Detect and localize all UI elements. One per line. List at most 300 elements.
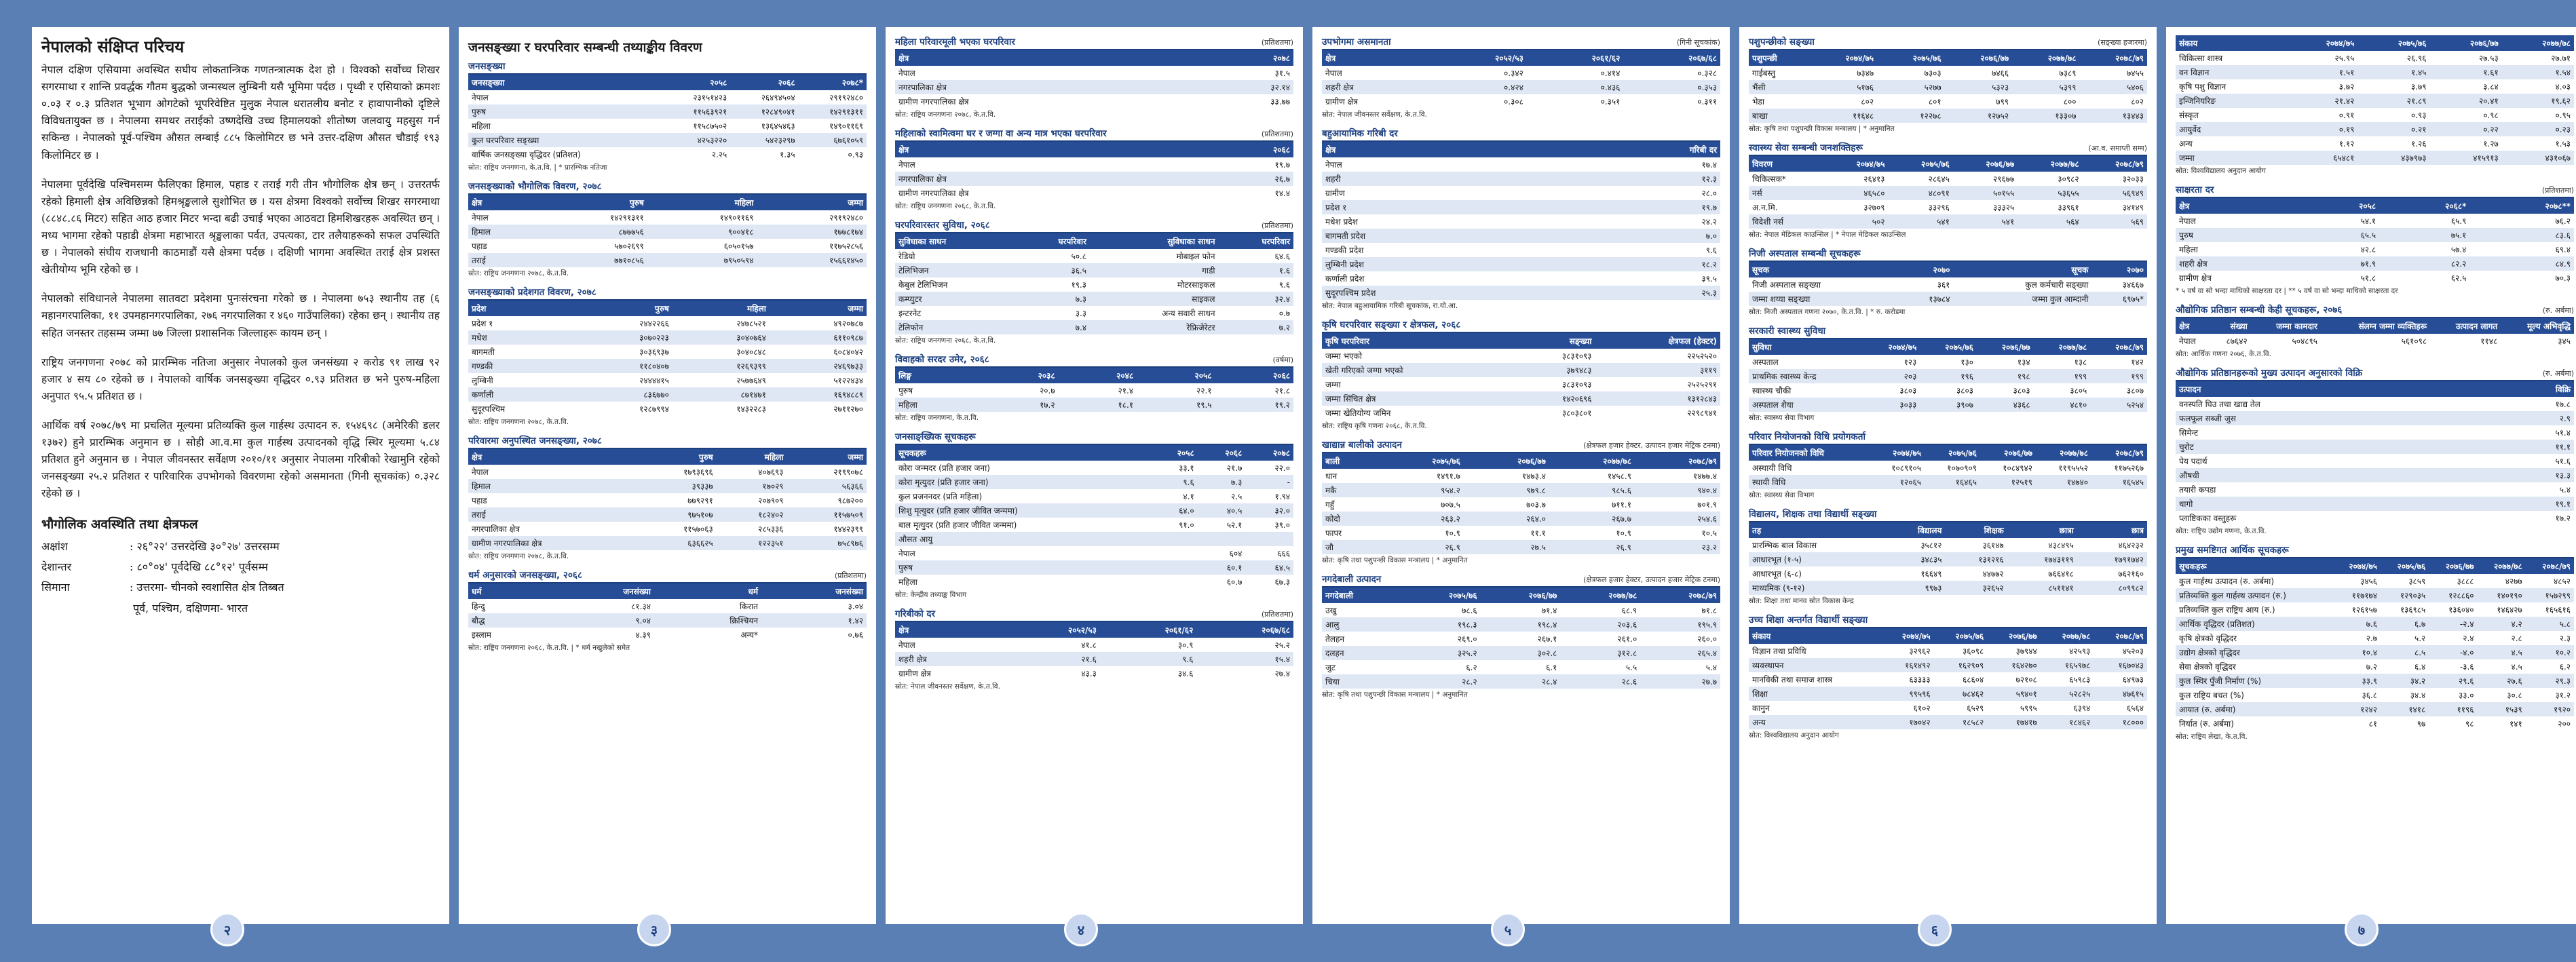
table-cell: संस्कृत [2176, 108, 2286, 122]
table-source: स्रोत: शिक्षा तथा मानव स्रोत विकास केन्द्र [1749, 597, 1854, 605]
table-cell: ३४.६ [1100, 666, 1197, 680]
table-cell: ५७.४ [2379, 242, 2469, 256]
column-header: क्षेत्र [895, 50, 1192, 66]
table-cell: ४३.३ [1003, 666, 1100, 680]
population-tables [468, 60, 867, 654]
table-cell: २०३.६ [1560, 617, 1640, 632]
table-row [895, 66, 1293, 80]
table-cell: ३०७०२२३ [575, 330, 673, 345]
table-cell: २७.४ [1196, 666, 1293, 680]
table-cell: ११५८७५०२ [662, 119, 730, 133]
table-row [1749, 658, 2147, 672]
table-source: स्रोत: नेपाल जीवनस्तर सर्वेक्षण, के.त.वि. [895, 682, 1000, 691]
table-cell: ४३६८ [1977, 398, 2034, 412]
table-header-bar [1749, 324, 2147, 339]
table-cell: २.८ [2478, 631, 2526, 645]
table-cell: २५.२ [1196, 638, 1293, 652]
table-cell: कम्प्युटर [895, 292, 1015, 306]
table-cell: हिमाल [468, 479, 637, 493]
table-cell: ६.२ [1401, 660, 1481, 674]
table-cell: ७९९ [1945, 94, 2012, 109]
table-row [1322, 526, 1720, 540]
table-cell: ९.०४ [549, 613, 654, 628]
column-header: जम्मा [757, 195, 867, 210]
column-header: उत्पादन [2176, 381, 2494, 397]
table-cell: ५४१ [1888, 214, 1952, 229]
table-cell: ८२.२ [2379, 256, 2469, 271]
table-cell: ७०७.५ [1378, 497, 1464, 512]
table-row [2176, 151, 2574, 165]
table-cell: ३०३३ [1863, 398, 1920, 412]
table-cell: १०.५ [1635, 526, 1720, 540]
table-cell: ७.६ [2332, 617, 2381, 631]
stat-table [1322, 50, 1720, 109]
table-cell: ११५७०६३ [637, 522, 716, 536]
column-header: २०७८** [2469, 198, 2574, 214]
column-header: जम्मा कामदार [2251, 318, 2321, 334]
table-cell: ६५२९ [1934, 701, 1988, 715]
stat-table-block [1322, 318, 1720, 432]
table-header-bar [468, 180, 867, 195]
table-cell: प्रदेश १ [468, 316, 575, 330]
table-cell: नेपाल [895, 157, 1200, 172]
table-cell: ५२.१ [1198, 518, 1246, 532]
column-header: २०७७/७८ [2478, 558, 2526, 574]
table-row [1322, 483, 1720, 497]
table-cell: ८३.६ [2469, 228, 2574, 242]
table-row [1749, 109, 2147, 123]
table-title: पशुपन्छीको सङ्ख्या [1749, 37, 1815, 47]
column-header: २०७८* [799, 75, 867, 90]
stat-table [1322, 588, 1720, 689]
table-cell: ७४६६ [1945, 66, 2012, 80]
table-row [1322, 214, 1720, 229]
table-cell: इस्लाम [468, 628, 549, 642]
table-header-row [895, 142, 1293, 157]
table-row [2176, 334, 2574, 348]
table-cell: १६१४९२ [1880, 658, 1934, 672]
column-header: २०७८/७९ [1640, 588, 1720, 603]
table-cell: ३३.७७ [1192, 94, 1293, 109]
table-header-row [1322, 333, 1720, 349]
table-cell: खेती गरिएको जग्गा भएको [1322, 363, 1513, 377]
table-row [2176, 482, 2574, 497]
geo-value: : २६°२२' उत्तरदेखि ३०°२७' उत्तरसम्म [130, 539, 280, 553]
table-row [1749, 292, 2147, 306]
table-cell: १४२९१३११ [799, 104, 867, 119]
table-cell: ७३४७ [1810, 66, 1877, 80]
table-cell: ९७९.८ [1464, 483, 1549, 497]
table-cell: ०.१९ [2286, 122, 2357, 136]
geo-list [41, 537, 440, 619]
table-row [895, 461, 1293, 475]
table-cell: २२.१ [1137, 383, 1215, 398]
table-cell: १४३२२८३ [673, 402, 770, 416]
table-cell: १७७८१७४ [757, 225, 867, 239]
table-row [1749, 172, 2147, 186]
table-cell [1198, 532, 1246, 546]
table-row [2176, 688, 2574, 702]
stat-table [1322, 333, 1720, 420]
stat-table-block [895, 127, 1293, 212]
table-cell: ६११०९८७ [770, 330, 867, 345]
table-cell: ५०.८ [1015, 249, 1090, 263]
table-cell: ६८६०४ [1934, 672, 1988, 687]
table-cell: पहाड [468, 239, 537, 253]
table-cell: ३८३१०९३ [1513, 349, 1595, 363]
table-cell: ७८.६ [1401, 603, 1481, 617]
table-row [2176, 617, 2574, 631]
table-cell: ६४.५ [1245, 560, 1293, 575]
table-cell: ५३९९ [2012, 80, 2079, 94]
table-source: स्रोत: राष्ट्रिय लेखा, के.त.वि. [2176, 733, 2248, 741]
table-cell: पेय पदार्थ [2176, 454, 2494, 468]
table-cell: ४३७९७३ [2357, 151, 2429, 165]
table-cell: ३.७२ [2286, 79, 2357, 94]
page-number: ५ [1491, 912, 1525, 946]
table-source: स्रोत: राष्ट्रिय जनगणना २०७८, के.त.वि. [468, 269, 569, 277]
table-cell: ५४१ [1953, 214, 2018, 229]
agriculture-tables [1322, 35, 1720, 701]
table-cell: ३१.२ [2526, 688, 2574, 702]
table-cell: ११६४८ [1810, 109, 1877, 123]
table-cell: कानुन [1749, 701, 1880, 715]
table-cell: नेपाल [1322, 66, 1430, 80]
table-header-bar [468, 60, 867, 75]
table-row [2176, 271, 2574, 285]
table-cell: १८००० [2094, 715, 2147, 729]
table-cell: ४०७६९३ [717, 465, 787, 479]
table-cell: ३८०३ [1863, 383, 1920, 398]
table-cell: पहाड [468, 493, 637, 507]
table-row [895, 666, 1293, 680]
table-cell: पुरुष [468, 104, 662, 119]
table-title: धर्म अनुसारको जनसङ्ख्या, २०६८ [468, 570, 582, 581]
column-header: क्षेत्र [2176, 318, 2210, 334]
table-cell: १३८ [2034, 355, 2091, 369]
table-cell: ११.१ [2494, 440, 2574, 454]
column-header: २०७४/७५ [2332, 558, 2381, 574]
column-header: २०७६/७७ [2430, 35, 2502, 51]
table-cell: भेडा [1749, 94, 1810, 109]
table-cell: ११५६३९२१ [662, 104, 730, 119]
column-header: महिला [673, 301, 770, 316]
column-header: २०७६/७७ [1987, 628, 2041, 644]
table-cell: १२३ [1863, 355, 1920, 369]
table-row [895, 249, 1293, 263]
table-cell: नेपाल [468, 465, 637, 479]
table-row [2176, 79, 2574, 94]
table-cell: ८०२ [1810, 94, 1877, 109]
table-cell: ७०३.७ [1464, 497, 1549, 512]
table-cell: २७.६ [2478, 674, 2526, 688]
table-cell: २.५ [1198, 489, 1246, 503]
table-cell: मानविकी तथा समाज शास्त्र [1749, 672, 1880, 687]
stat-table [895, 233, 1293, 334]
table-cell: चिकित्सा शास्त्र [2176, 51, 2286, 65]
column-header: २०५२/५३ [1003, 622, 1100, 638]
table-cell: ६५.९ [2379, 214, 2469, 228]
column-header: २०७५/७६ [1378, 453, 1464, 469]
column-header: २०७८/७९ [2083, 156, 2147, 172]
table-header-row [895, 368, 1293, 383]
table-header-bar [895, 35, 1293, 50]
table-cell: कोदो [1322, 512, 1378, 526]
table-cell: शहरी क्षेत्र [2176, 256, 2303, 271]
table-cell: १९.७ [1572, 200, 1720, 214]
column-header: २०७६/७७ [1481, 588, 1561, 603]
table-cell: १४१८ [2381, 702, 2429, 716]
column-header: २०७० [2091, 262, 2147, 277]
table-cell: ३०.९ [1100, 638, 1197, 652]
table-cell: ९१.० [1150, 518, 1198, 532]
table-source: स्रोत: नेपाल बहुआयामिक गरिबी सूचकांक, रा.यो.आ. [1322, 302, 1458, 310]
table-title: महिला परिवारमूली भएका घरपरिवार [895, 37, 1015, 47]
column-header: महिला [717, 449, 787, 465]
table-row [468, 330, 867, 345]
table-cell: ६.४ [2381, 659, 2429, 674]
table-cell: १४२९१३११ [537, 210, 647, 225]
page-number: ७ [2345, 912, 2379, 946]
table-cell: माध्यमिक (९-१२) [1749, 581, 1886, 595]
table-row [468, 628, 867, 642]
table-row [895, 398, 1293, 412]
stat-table [2176, 558, 2574, 731]
table-row [468, 119, 867, 133]
table-cell: २९.६ [2429, 674, 2477, 688]
table-row [1322, 497, 1720, 512]
table-cell: महिला [468, 119, 662, 133]
table-cell: १३.३ [2494, 468, 2574, 482]
table-cell: ७.२ [1219, 320, 1293, 334]
column-header: २०७८ [1245, 445, 1293, 461]
table-cell: ५१.६ [2494, 454, 2574, 468]
table-row [1322, 660, 1720, 674]
table-cell: इन्जिनियरिङ [2176, 94, 2286, 108]
table-cell: १९६ [1920, 369, 1977, 383]
table-cell: कोरा मृत्युदर (प्रति हजार जना) [895, 475, 1150, 489]
table-cell: धान [1322, 469, 1378, 483]
table-row [468, 239, 867, 253]
table-cell: ३११९ [1595, 363, 1720, 377]
table-cell: जम्मा खेतियोग्य जमिन [1322, 406, 1513, 420]
column-header: २०७८/७९ [2090, 339, 2147, 355]
table-header-bar [1749, 613, 2147, 628]
table-cell: ७७९२९१ [637, 493, 716, 507]
column-header: २०७४/७५ [1810, 50, 1877, 66]
table-cell: जम्मा सिंचित क्षेत्र [1322, 391, 1513, 406]
column-header: सूचकहरू [895, 445, 1150, 461]
table-title: गरिबीको दर [895, 609, 936, 619]
geo-key: अक्षांश [41, 539, 68, 553]
column-header: २०७७/७८ [2036, 445, 2091, 461]
table-header-bar [895, 127, 1293, 142]
table-cell: ३८०५ [2034, 383, 2091, 398]
table-row [895, 575, 1293, 589]
stat-table [895, 368, 1293, 412]
table-row [895, 292, 1293, 306]
table-header-row [1322, 142, 1720, 157]
table-source: स्रोत: राष्ट्रिय जनगणना, के.त.वि. [895, 414, 979, 422]
table-cell: १४७३.४ [1464, 469, 1549, 483]
table-row [468, 493, 867, 507]
table-cell: टेलिफोन [895, 320, 1015, 334]
column-header: क्षेत्र [895, 142, 1200, 157]
column-header: २०७५/७६ [1877, 50, 1944, 66]
table-cell: ३०९८२ [2018, 172, 2082, 186]
table-cell: १२२३५१ [717, 536, 787, 550]
stat-table-block [895, 430, 1293, 601]
stat-table-block [1749, 324, 2147, 424]
table-row [2176, 214, 2574, 228]
table-cell: २६४१३ [1823, 172, 1888, 186]
table-row [2176, 674, 2574, 688]
table-cell: १८.२ [1572, 257, 1720, 271]
table-source: स्रोत: राष्ट्रिय कृषि गणना २०६८, के.त.वि. [1322, 422, 1427, 430]
table-header-row [895, 445, 1293, 461]
table-cell: २०० [2526, 716, 2574, 731]
table-cell [1150, 575, 1198, 589]
table-cell: २२५२५२० [1595, 349, 1720, 363]
table-title: खाद्यान्न बालीको उत्पादन [1322, 440, 1402, 450]
column-header: सूचक [1749, 262, 1898, 277]
table-cell: २९१९२४८० [799, 90, 867, 104]
table-cell: नगरपालिका क्षेत्र [468, 522, 637, 536]
table-cell: ९.६ [1150, 475, 1198, 489]
table-cell: ४.५ [2478, 645, 2526, 659]
table-cell: २४७८५२१ [673, 316, 770, 330]
table-cell: २३१५१४२३ [662, 90, 730, 104]
table-cell: १४२०६९६ [1513, 391, 1595, 406]
column-header: २०७८ [1192, 50, 1293, 66]
page-number: २ [210, 912, 244, 946]
column-header: क्षेत्र [1322, 142, 1572, 157]
intro-paragraph-5: आर्थिक वर्ष २०७८/७९ मा प्रचलित मूल्यमा प्रतिव्यक्ति कुल गार्हस्थ उत्पादन रु. १५४६९८ (अमेरिकी डलर १३७२) हुने प्रारम्भिक अनुमान छ । सोही आ.व.मा कुल गार्हस्थ उत्पादनको वृद्धि स्थिर मूल्यमा ५.८४ प्रतिशत हुने अनुमान छ । नेपाल जीवनस्तर सर्वेक्षण २०१०/११ अनुसार नेपालमा गरिबीको रेखामुनि रहेको जनसङ्ख्या २५.२ प्रतिशत र पारिवारिक उपभोगको विवरणमा रहेको असमानता (गिनी सूचकांक) ०.३२८ रहेको छ । [41, 419, 440, 500]
table-cell: ११७५२८५६ [757, 239, 867, 253]
column-header: विक्रि [2494, 381, 2574, 397]
table-cell: ६३३३३ [1880, 672, 1934, 687]
column-header: पुरुष [637, 449, 716, 465]
table-row [468, 373, 867, 387]
table-header-bar [2176, 183, 2574, 198]
table-cell: ४६४२३२ [2077, 538, 2147, 552]
stat-table [895, 445, 1293, 589]
table-unit: (वर्षमा) [1272, 355, 1293, 364]
table-cell: ६५९८३ [2041, 672, 2094, 687]
table-cell: ४५२०३ [2094, 644, 2147, 658]
table-cell: ०.९१ [2286, 108, 2357, 122]
table-row [1322, 469, 1720, 483]
column-header: कृषि घरपरिवार [1322, 333, 1513, 349]
table-cell: ६४.० [1150, 503, 1198, 518]
table-cell: अस्पताल [1749, 355, 1863, 369]
table-cell: लुम्बिनी प्रदेश [1322, 257, 1572, 271]
table-row [468, 465, 867, 479]
column-header: २०७८/७९ [2091, 445, 2147, 461]
table-cell: ७१.८ [1640, 603, 1720, 617]
table-cell: सुदूरपश्चिम प्रदेश [1322, 286, 1572, 300]
column-header: क्षेत्र [2176, 198, 2303, 214]
column-header: २०७६/७७ [1464, 453, 1549, 469]
column-header: २०७७/७८ [2034, 339, 2091, 355]
table-source: स्रोत: राष्ट्रिय जनगणना २०६८, के.त.वि. | * धर्म नखुलेको समेत [468, 644, 630, 652]
column-header: पुरुष [537, 195, 647, 210]
table-cell: आधारभूत (६-८) [1749, 566, 1886, 581]
table-cell: ०.२२ [2430, 122, 2502, 136]
table-row [468, 479, 867, 493]
table-cell: ०.३५३ [1623, 80, 1720, 94]
table-cell: २६५.४ [1640, 646, 1720, 660]
table-cell: १४७७.४ [1635, 469, 1720, 483]
household-tables [895, 35, 1293, 693]
geo-value: : उत्तरमा- चीनको स्वशासित क्षेत्र तिब्बत [130, 581, 284, 594]
table-cell: ०.९३ [2357, 108, 2429, 122]
table-cell: ३३.१ [1150, 461, 1198, 475]
geo-key: देशान्तर [41, 560, 72, 573]
table-cell: शिशु मृत्युदर (प्रति हजार जीवित जन्ममा) [895, 503, 1150, 518]
table-cell: नेपाल [468, 90, 662, 104]
table-cell: कृषि पशु विज्ञान [2176, 79, 2286, 94]
table-cell: ३.०४ [761, 599, 867, 613]
table-cell: अन्य सवारी साधन [1090, 306, 1219, 320]
column-header: लिङ्ग [895, 368, 980, 383]
column-header: क्षेत्र [895, 622, 1003, 638]
table-cell: ग्रामीण क्षेत्र [895, 666, 1003, 680]
table-title: उपभोगमा असमानता [1322, 37, 1391, 47]
table-cell: ९९५९६ [1880, 687, 1934, 701]
table-cell: १४७४० [2036, 475, 2091, 489]
table-cell: ३८३१०९३ [1513, 377, 1595, 391]
table-header-row [1749, 628, 2147, 644]
table-cell: ८५११४१ [2007, 581, 2077, 595]
health-education-tables [1749, 35, 2147, 742]
stat-table-block [1749, 613, 2147, 742]
table-row [1322, 349, 1720, 363]
table-cell: २५४.६ [1635, 512, 1720, 526]
table-cell: ४९२०७८७ [770, 316, 867, 330]
table-row [2176, 631, 2574, 645]
table-cell: ०.४२४ [1430, 80, 1527, 94]
table-header-row [1322, 453, 1720, 469]
table-cell: ११७५२६७ [2091, 461, 2147, 475]
table-header-row [1749, 262, 2147, 277]
stat-table [895, 50, 1293, 109]
table-cell: १३३०७ [2012, 109, 2079, 123]
table-header-bar [1749, 141, 2147, 156]
table-cell: ३.८४ [2430, 79, 2502, 94]
table-cell: १३६०४० [2429, 602, 2477, 617]
table-row [2176, 702, 2574, 716]
table-cell: १६९४८८९ [770, 387, 867, 402]
table-row [2176, 454, 2574, 468]
table-cell: - [1245, 475, 1293, 489]
table-cell: ७७१०८५६ [537, 253, 647, 267]
table-row [468, 507, 867, 522]
table-cell: ९.६ [1572, 243, 1720, 257]
table-cell: गाईबस्तु [1749, 66, 1810, 80]
table-cell: २६.९६ [2357, 51, 2429, 65]
column-header: २०३८ [980, 368, 1058, 383]
table-cell: निजी अस्पताल सङ्ख्या [1749, 277, 1898, 292]
table-row [468, 133, 867, 147]
stat-table-block [895, 35, 1293, 121]
table-cell: १४१ [2478, 716, 2526, 731]
table-cell: १४९०११६९ [647, 210, 757, 225]
column-header: संलग्न जम्मा व्यक्तिहरू [2321, 318, 2430, 334]
table-row [1322, 632, 1720, 646]
table-cell: १९९ [2090, 369, 2147, 383]
table-cell: नगरपालिका क्षेत्र [895, 80, 1192, 94]
